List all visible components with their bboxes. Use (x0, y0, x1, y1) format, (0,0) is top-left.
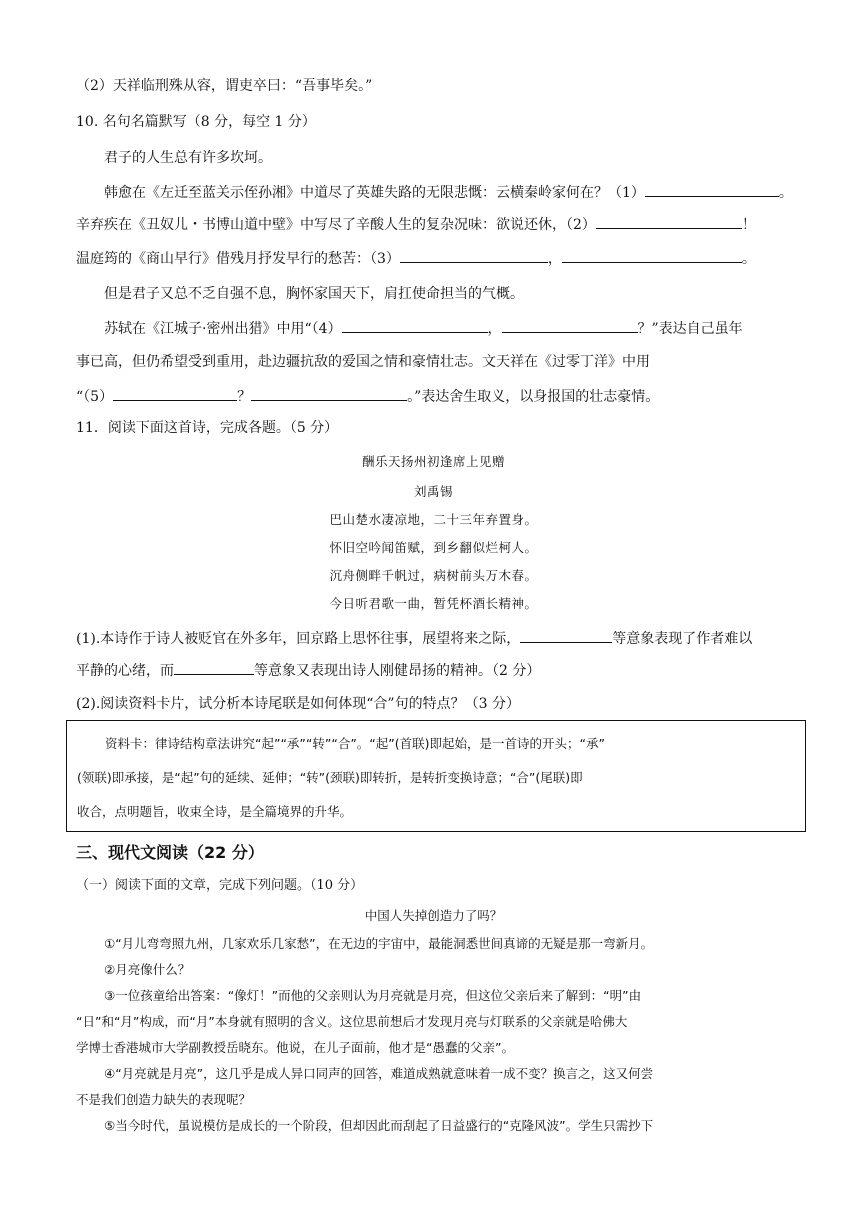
text-line: （2）天祥临刑殊从容，谓吏卒曰：“吾事毕矣。” (76, 78, 373, 94)
text-line: 君子的人生总有许多坎坷。 (104, 150, 272, 166)
question-10-title: 10. 名句名篇默写（8 分，每空 1 分） (76, 114, 316, 130)
q10-b3-mid: ？ (237, 389, 252, 405)
q11-1a-text: (1).本诗作于诗人被贬官在外多年，回京路上思怀往事，展望将来之际， (76, 631, 521, 647)
q11-1b-end: 等意象又表现出诗人刚健昂扬的精神。（2 分） (254, 663, 541, 679)
answer-blank-4a[interactable] (342, 318, 488, 333)
poem-verse: 今日听君歌一曲，暂凭杯酒长精神。 (329, 596, 538, 611)
answer-blank-1[interactable] (645, 182, 779, 197)
text-line: 但是君子又总不乏自强不息，胸怀家国天下，肩扛使命担当的气概。 (104, 286, 524, 302)
answer-blank-5b[interactable] (251, 386, 407, 401)
text-line: 事已高，但仍希望受到重用，赴边疆抗敌的爱国之情和豪情壮志。文天祥在《过零丁洋》中用 (76, 354, 650, 370)
q10-b3-end: 。”表达舍生取义，以身报国的壮志豪情。 (407, 389, 660, 405)
article-paragraph: ③一位孩童给出答案：“像灯！”而他的父亲则认为月亮就是月亮，但这位父亲后来了解到：“明”由 (104, 988, 642, 1003)
q10-a1-end: 。 (778, 185, 793, 201)
question-11-title: 11．阅读下面这首诗，完成各题。（5 分） (76, 420, 339, 436)
q11-1a-end: 等意象表现了作者难以 (612, 631, 753, 647)
card-line: (领联)即承接，是“起”句的延续、延伸；“转”(颈联)即转折，是转折变换诗意；“合”(尾联)即 (77, 770, 583, 785)
q10-b1-mid: ， (487, 321, 502, 337)
article-paragraph: 学博士香港城市大学副教授岳晓东。他说，在儿子面前，他才是“愚蠢的父亲”。 (76, 1040, 514, 1055)
q10-a3-text: 温庭筠的《商山早行》借残月抒发早行的愁苦：（3） (76, 251, 400, 267)
q10-a3-mid: ， (547, 251, 562, 267)
article-paragraph: ①“月儿弯弯照九州，几家欢乐几家愁”，在无边的宇宙中，最能洞悉世间真谛的无疑是那一弯新月。 (104, 936, 654, 951)
text-line (76, 214, 756, 235)
article-title: 中国人失掉创造力了吗？ (364, 908, 503, 923)
text-line (76, 660, 540, 681)
q10-a2-end: ！ (741, 217, 756, 233)
answer-blank-2[interactable] (596, 214, 742, 229)
article-paragraph: 不是我们创造力缺失的表现呢？ (76, 1092, 252, 1107)
article-paragraph: ④“月亮就是月亮”，这几乎是成人异口同声的回答，难道成熟就意味着一成不变？换言之，这又何尝 (104, 1066, 654, 1081)
text-line (76, 248, 756, 269)
answer-blank-3b[interactable] (562, 248, 742, 263)
article-paragraph: ⑤当今时代，虽说模仿是成长的一个阶段，但却因此而刮起了日益盛行的“克隆风波”。学生只需抄下 (104, 1118, 654, 1133)
text-line (76, 386, 659, 407)
text-line: （一）阅读下面的文章，完成下列问题。（10 分） (76, 878, 364, 893)
q10-a3-end: 。 (741, 251, 756, 267)
card-line: 收合，点明题旨，收束全诗，是全篇境界的升华。 (77, 804, 353, 819)
answer-blank-q11b[interactable] (174, 660, 254, 675)
answer-blank-q11a[interactable] (520, 628, 612, 643)
poem-verse: 怀旧空吟闻笛赋，到乡翻似烂柯人。 (329, 540, 538, 555)
text-line (76, 628, 752, 649)
q11-1b-text: 平静的心绪，而 (76, 663, 174, 679)
q10-b1-end: ？”表达自己虽年 (637, 321, 743, 337)
text-line: (2).阅读资料卡片，试分析本诗尾联是如何体现“合”句的特点？（3 分） (76, 696, 520, 712)
article-paragraph: ②月亮像什么？ (104, 962, 191, 977)
article-paragraph: “日”和“月”构成，而“月”本身就有照明的含义。这位思前想后才发现月亮与灯联系的父亲就是哈佛大 (76, 1014, 628, 1029)
text-line (104, 182, 793, 203)
q10-a1-text: 韩愈在《左迁至蓝关示侄孙湘》中道尽了英雄失路的无限悲慨：云横秦岭家何在？（1） (104, 185, 645, 201)
answer-blank-5a[interactable] (113, 386, 237, 401)
card-line: 资料卡：律诗结构章法讲究“起”“承”“转”“合”。“起”(首联)即起始，是一首诗的开头；“承” (105, 736, 605, 751)
info-card (66, 720, 806, 832)
answer-blank-4b[interactable] (502, 318, 638, 333)
poem-verse: 巴山楚水凄凉地，二十三年弃置身。 (329, 512, 538, 527)
answer-blank-3a[interactable] (400, 248, 548, 263)
text-line (104, 318, 743, 339)
q10-a2-text: 辛弃疾在《丑奴儿・书博山道中壁》中写尽了辛酸人生的复杂况味：欲说还休，（2） (76, 217, 596, 233)
poem-verse: 沉舟侧畔千帆过，病树前头万木春。 (329, 568, 538, 583)
section-heading: 三、现代文阅读（22 分） (76, 843, 264, 862)
poem-title: 酬乐天扬州初逢席上见赠 (361, 454, 505, 469)
q10-b1-text: 苏轼在《江城子·密州出猎》中用“（4） (104, 321, 342, 337)
poem-author: 刘禹锡 (413, 484, 453, 499)
q10-b3-text: “（5） (76, 389, 114, 405)
